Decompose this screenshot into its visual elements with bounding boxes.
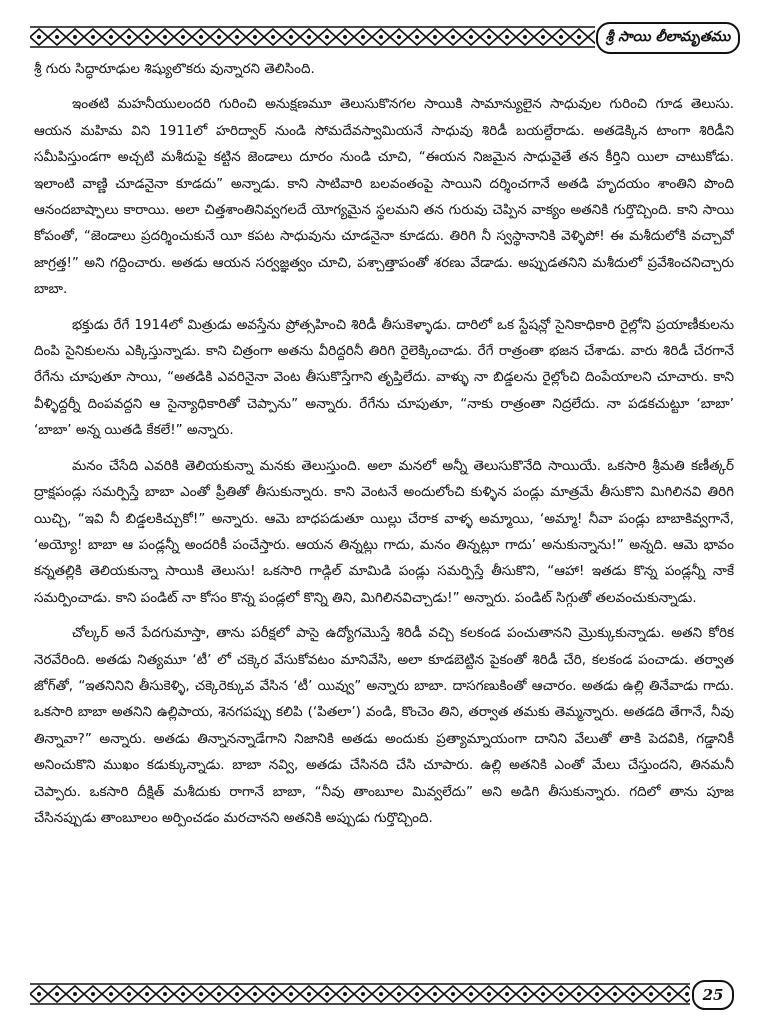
page-body (34, 56, 734, 976)
paragraph: శ్రీ గురు సిద్ధారూఢుల శిష్యులొకరు వున్నారని తెలిసింది. (34, 61, 315, 77)
paragraph: ఇంతటి మహనీయులందరి గురించి అనుక్షణమూ తెలుసుకొనగల సాయికి సామాన్యులైన సాధువుల గురించి గూడ తెలుసు. ఆయన మహిమ విని 1911లో హరిద్వార్ నుండి సోమదేవస్వామియనే సాధువు శిరిడీ బయల్దేరాడు. అతడెక్కిన టాంగా శిరిడీని సమీపిస్తుండగా అచ్చటి మశీదుపై కట్టిన జెండాలు దూరం నుండి చూచి, “ఈయన నిజమైన సాధువైతే తన కీర్తిని యిలా చాటుకోడు. ఇలాంటి వాణ్ణి చూడనైనా కూడదు” అన్నాడు. కాని సాటివారి బలవంతంపై సాయిని దర్శించగానే అతడి హృదయం శాంతిని పొంది ఆనందబాష్పాలు కారాయి. అలా చిత్తశాంతినివ్వగలదే యోగ్యమైన స్థలమని తన గురువు చెప్పిన వాక్యం అతనికి గుర్తొచ్చింది. కాని సాయి కోపంతో, “జెండాలు ప్రదర్శించుకునే యీ కపట సాధువును చూడనైనా కూడదు. తిరిగి నీ స్వస్థానానికి వెళ్ళిపో! ఈ మశీదులోకి వచ్చావో జాగ్రత్త!” అని గద్దించారు. అతడు ఆయన సర్వజ్ఞత్వం చూచి, పశ్చాత్తాపంతో శరణు వేడాడు. అప్పుడతనిని మశీదులో ప్రవేశించనిచ్చారు బాబా. (34, 96, 734, 298)
book-title: శ్రీ సాయి లీలామృతము (596, 22, 740, 54)
paragraph: మనం చేసేది ఎవరికి తెలియకున్నా మనకు తెలుస్తుంది. అలా మనలో అన్నీ తెలుసుకొనేది సాయియే. ఒకసారి శ్రీమతి కణీత్కర్ ద్రాక్షపండ్లు సమర్పిస్తే బాబా ఎంతో ప్రీతితో తీసుకున్నారు. కాని వెంటనే అందులోంచి కుళ్ళిన పండ్లు మాత్రమే తీసుకొని మిగిలినవి తిరిగి యిచ్చి, “ఇవి నీ బిడ్డలకిచ్చుకో!” అన్నారు. ఆమె బాధపడుతూ యిల్లు చేరాక వాళ్ళ అమ్మాయి, ‘అమ్మా! నీవా పండ్లు బాబాకివ్వగానే, ‘అయ్యో! బాబా ఆ పండ్లన్నీ అందరికీ పంచేస్తారు. ఆయన తిన్నట్లు గాదు, మనం తిన్నట్లూ గాదు’ అనుకున్నాను!” అన్నది. ఆమె భావం కన్నతల్లికి తెలియకున్నా సాయికి తెలుసు! ఒకసారి గాడ్గిల్ మామిడి పండ్లు సమర్పిస్తే తీసుకొని, “ఆహా! ఇతడు కొన్న పండ్లన్నీ నాకే సమర్పించాడు. కాని పండిట్ నా కోసం కొన్న పండ్లలో కొన్ని తిని, మిగిలినవిచ్చాడు!” అన్నారు. పండిట్ సిగ్గుతో తలవంచుకున్నాడు. (34, 457, 734, 606)
footer-ornament-border (30, 983, 690, 1005)
page-number: 25 (692, 980, 734, 1010)
paragraph: భక్తుడు రేగే 1914లో మిత్రుడు అవస్తేను ప్రోత్సహించి శిరిడీ తీసుకెళ్ళాడు. దారిలో ఒక స్టేషన్లో సైనికాధికారి రైల్లోని ప్రయాణీకులను దింపి సైనికులను ఎక్కిస్తున్నాడు. కాని చిత్రంగా అతను వీరిద్దరినీ తిరిగి రైలెక్కించాడు. రేగే రాత్రంతా భజన చేశాడు. వారు శిరిడీ చేరగానే రేగేను చూపుతూ సాయి, “అతడికి ఎవరినైనా వెంట తీసుకొస్తేగాని తృప్తిలేదు. వాళ్ళు నా బిడ్డలను రైల్లోంచి దింపేయాలని చూచారు. కాని వీళ్ళిద్దర్నీ దింపవద్దని ఆ సైన్యాధికారితో చెప్పాను” అన్నారు. రేగేను చూపుతూ, “నాకు రాత్రంతా నిద్రలేదు. నా పడకచుట్టూ ‘బాబా’ ‘బాబా’ అన్న యితడి కేకలే!” అన్నారు. (34, 316, 734, 439)
paragraph: చోల్కర్ అనే పేదగుమాస్తా, తాను పరీక్షలో పాసై ఉద్యోగమొస్తే శిరిడీ వచ్చి కలకండ పంచుతానని మ్రొక్కుకున్నాడు. అతని కోరిక నెరవేరింది. అతడు నిత్యమూ ‘టీ’ లో చక్కెర వేసుకోవటం మానివేసి, అలా కూడబెట్టిన పైకంతో శిరిడీ చేరి, కలకండ పంచాడు. తర్వాత జోగ్‌తో, “ఇతనినిని తీసుకెళ్ళి, చక్కెరెక్కువ వేసిన ‘టీ’ యివ్వు” అన్నారు బాబా. దాసగణుకింతో ఆచారం. అతడు ఉల్లి తినేవాడు గాదు. ఒకసారి బాబా అతనిని ఉల్లిపాయ, శెనగపప్పు కలిపి (‘పితలా’) వండి, కొంచెం తిని, తర్వాత తమకు తెమ్మన్నారు. అతడది తేగానే, నీవు తిన్నావా?” అన్నారు. అతడు తిన్నానన్నాడేగాని నిజానికి అతడు అందుకు ప్రత్యామ్నాయంగా దానిని వేలుతో తాకి పెదవికి, గడ్డానికీ అనించుకొని ముఖం కడుక్కున్నాడు. బాబా నవ్వి, అతడు చేసినది చేసి చూపారు. ఉల్లి అతనికి ఎంతో మేలు చేస్తుందని, తినమనీ చెప్పారు. ఒకసారి దీక్షిత్ మశీదుకు రాగానే బాబా, “నీవు తాంబూల మివ్వలేదు” అని అడిగి తీసుకున్నారు. గదిలో తాను పూజ చేసినప్పుడు తాంబూలం అర్పించడం మరచానని అతనికి అప్పుడు గుర్తొచ్చింది. (34, 625, 734, 826)
header-ornament-border (30, 26, 595, 48)
